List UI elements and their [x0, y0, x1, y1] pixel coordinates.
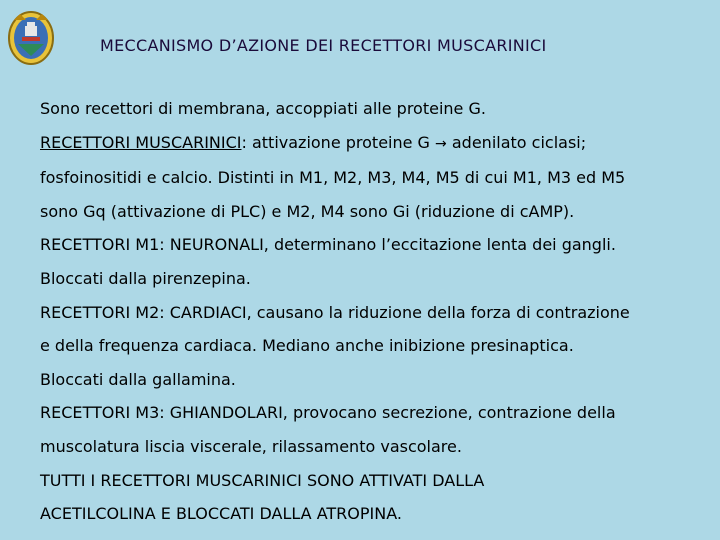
text-line: RECETTORI M3: GHIANDOLARI, provocano secrezione, contrazione della — [40, 403, 616, 423]
text-fragment: adenilato ciclasi; — [446, 132, 587, 152]
text-line: sono Gq (attivazione di PLC) e M2, M4 sono Gi (riduzione di cAMP). — [40, 201, 575, 221]
text-line: Sono recettori di membrana, accoppiati alle proteine G. — [40, 99, 486, 118]
text-line: ACETILCOLINA E BLOCCATI DALLA ATROPINA. — [40, 504, 402, 524]
page-title: MECCANISMO D’AZIONE DEI RECETTORI MUSCARINICI — [100, 36, 547, 55]
text-line: Bloccati dalla pirenzepina. — [40, 268, 251, 288]
slide-content — [40, 92, 710, 531]
text-line — [40, 126, 710, 162]
text-fragment: : attivazione proteine G — [241, 132, 436, 152]
text-line: Bloccati dalla gallamina. — [40, 369, 236, 389]
underlined-term: RECETTORI MUSCARINICI — [40, 132, 242, 152]
coat-of-arms-icon — [6, 10, 56, 66]
text-line: muscolatura liscia viscerale, rilassamento vascolare. — [40, 436, 462, 456]
text-line: e della frequenza cardiaca. Mediano anche inibizione presinaptica. — [40, 336, 574, 356]
text-line: TUTTI I RECETTORI MUSCARINICI SONO ATTIVATI DALLA — [40, 470, 485, 490]
text-line: RECETTORI M1: NEURONALI, determinano l’eccitazione lenta dei gangli. — [40, 235, 616, 255]
arrow-right-icon: → — [435, 135, 447, 152]
text-line: fosfoinositidi e calcio. Distinti in M1, M2, M3, M4, M5 di cui M1, M3 ed M5 — [40, 168, 626, 188]
text-line: RECETTORI M2: CARDIACI, causano la riduzione della forza di contrazione — [40, 302, 630, 322]
